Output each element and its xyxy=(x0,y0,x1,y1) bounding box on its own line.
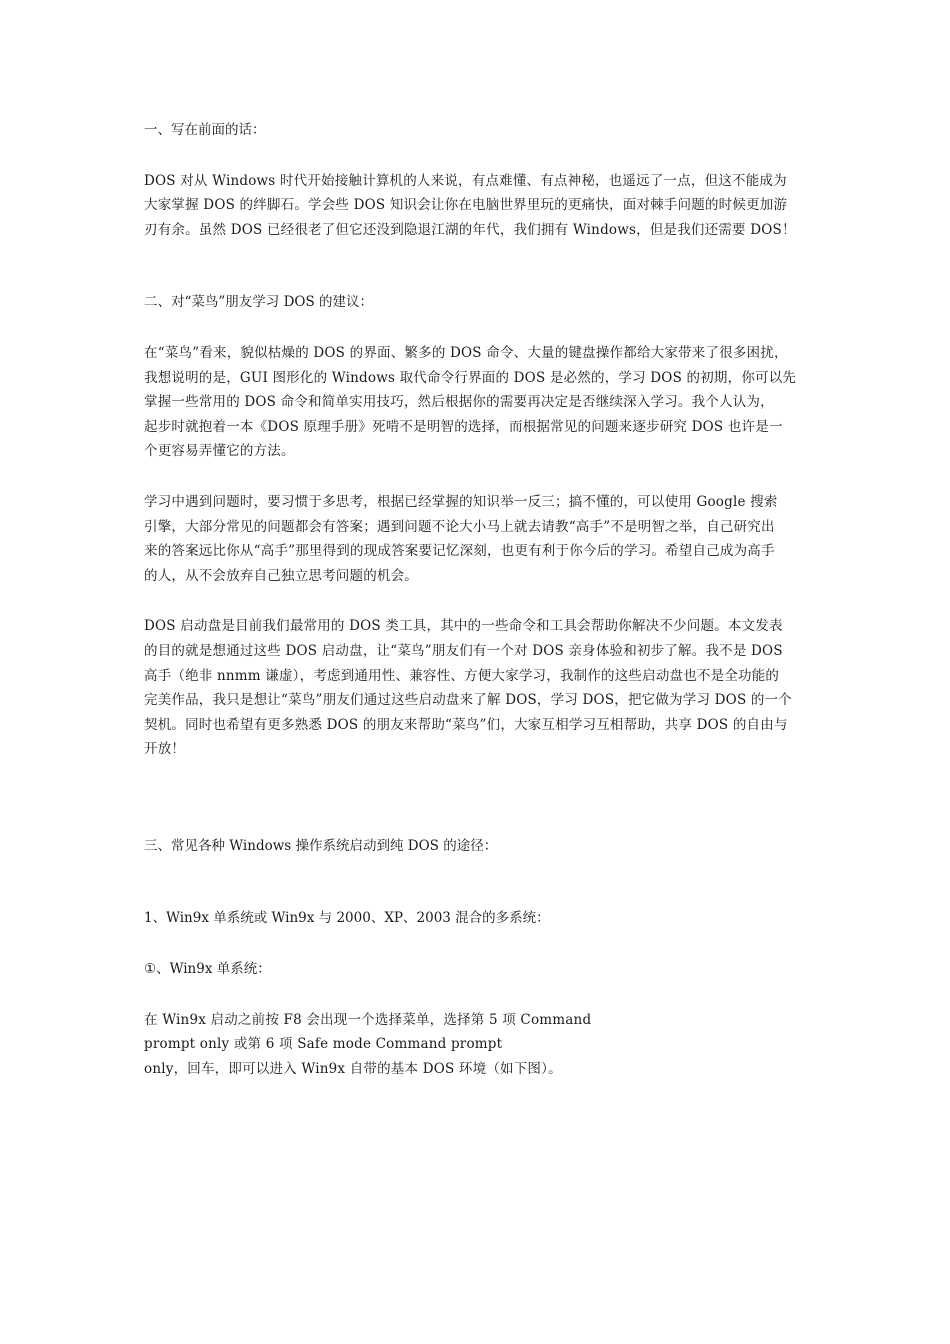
section3-subheading-1: 1、Win9x 单系统或 Win9x 与 2000、XP、2003 混合的多系统： xyxy=(144,910,550,927)
text-line: 我想说明的是，GUI 图形化的 Windows 取代命令行界面的 DOS 是必然的，学习 DOS 的初期，你可以先 xyxy=(144,369,797,386)
text-line: DOS 启动盘是目前我们最常用的 DOS 类工具，其中的一些命令和工具会帮助你解决不少问题。本文发表 xyxy=(144,618,783,635)
spacer xyxy=(144,858,811,906)
text-line: 大家掌握 DOS 的绊脚石。学会些 DOS 知识会让你在电脑世界里玩的更痛快，面对棘手问题的时候更加游 xyxy=(144,197,788,214)
spacer xyxy=(144,982,811,1008)
text-line: DOS 对从 Windows 时代开始接触计算机的人来说，有点难懂、有点神秘，也遥远了一点，但这不能成为 xyxy=(144,172,787,189)
section3-subheading-1a: ①、Win9x 单系统： xyxy=(144,961,271,978)
section3-heading: 三、常见各种 Windows 操作系统启动到纯 DOS 的途径： xyxy=(144,837,498,854)
text-line: 完美作品，我只是想让“菜鸟”朋友们通过这些启动盘来了解 DOS，学习 DOS，把它做为学习 DOS 的一个 xyxy=(144,692,792,709)
section2-paragraph-3 xyxy=(144,614,811,762)
spacer xyxy=(144,315,811,341)
text-line: 的人，从不会放弃自己独立思考问题的机会。 xyxy=(144,567,418,584)
text-line: 引擎，大部分常见的问题都会有答案；遇到问题不论大小马上就去请教“高手”不是明智之举，自己研究出 xyxy=(144,518,775,535)
spacer xyxy=(144,464,811,490)
text-line: 来的答案远比你从“高手”那里得到的现成答案要记忆深刻，也更有利于你今后的学习。希望自己成为高手 xyxy=(144,543,775,560)
section1-heading: 一、写在前面的话： xyxy=(144,122,266,138)
text-line: only，回车，即可以进入 Win9x 自带的基本 DOS 环境（如下图）。 xyxy=(144,1060,562,1077)
text-line: 起步时就抱着一本《DOS 原理手册》死啃不是明智的选择，而根据常见的问题来逐步研究 DOS 也许是一 xyxy=(144,418,783,435)
spacer xyxy=(144,762,811,834)
text-line: 契机。同时也希望有更多熟悉 DOS 的朋友来帮助“菜鸟”们，大家互相学习互相帮助，共享 DOS 的自由与 xyxy=(144,716,788,733)
section2-heading: 二、对“菜鸟”朋友学习 DOS 的建议： xyxy=(144,294,374,311)
section1-paragraph xyxy=(144,169,811,243)
spacer xyxy=(144,588,811,614)
spacer xyxy=(144,143,811,169)
text-line: 个更容易弄懂它的方法。 xyxy=(144,443,295,460)
text-line: 在 Win9x 启动之前按 F8 会出现一个选择菜单，选择第 5 项 Command xyxy=(144,1011,592,1028)
spacer xyxy=(144,931,811,957)
section2-paragraph-2 xyxy=(144,490,811,588)
text-line: 刃有余。虽然 DOS 已经很老了但它还没到隐退江湖的年代，我们拥有 Windows，但是我们还需要 DOS！ xyxy=(144,221,796,238)
text-line: 在“菜鸟”看来，貌似枯燥的 DOS 的界面、繁多的 DOS 命令、大量的键盘操作都给大家带来了很多困扰， xyxy=(144,344,788,361)
spacer xyxy=(144,242,811,290)
text-line: 开放！ xyxy=(144,741,186,758)
section3-paragraph xyxy=(144,1008,811,1082)
text-line: 的目的就是想通过这些 DOS 启动盘，让“菜鸟”朋友们有一个对 DOS 亲身体验和初步了解。我不是 DOS xyxy=(144,642,783,659)
section2-paragraph-1 xyxy=(144,341,811,464)
text-line: 高手（绝非 nnmm 谦虚），考虑到通用性、兼容性、方便大家学习，我制作的这些启动盘也不是全功能的 xyxy=(144,667,780,684)
text-line: prompt only 或第 6 项 Safe mode Command prompt xyxy=(144,1036,503,1053)
text-line: 学习中遇到问题时，要习惯于多思考，根据已经掌握的知识举一反三；搞不懂的，可以使用 Google 搜索 xyxy=(144,493,778,510)
text-line: 掌握一些常用的 DOS 命令和简单实用技巧，然后根据你的需要再决定是否继续深入学习。我个人认为， xyxy=(144,394,774,411)
document-content xyxy=(144,118,811,1081)
